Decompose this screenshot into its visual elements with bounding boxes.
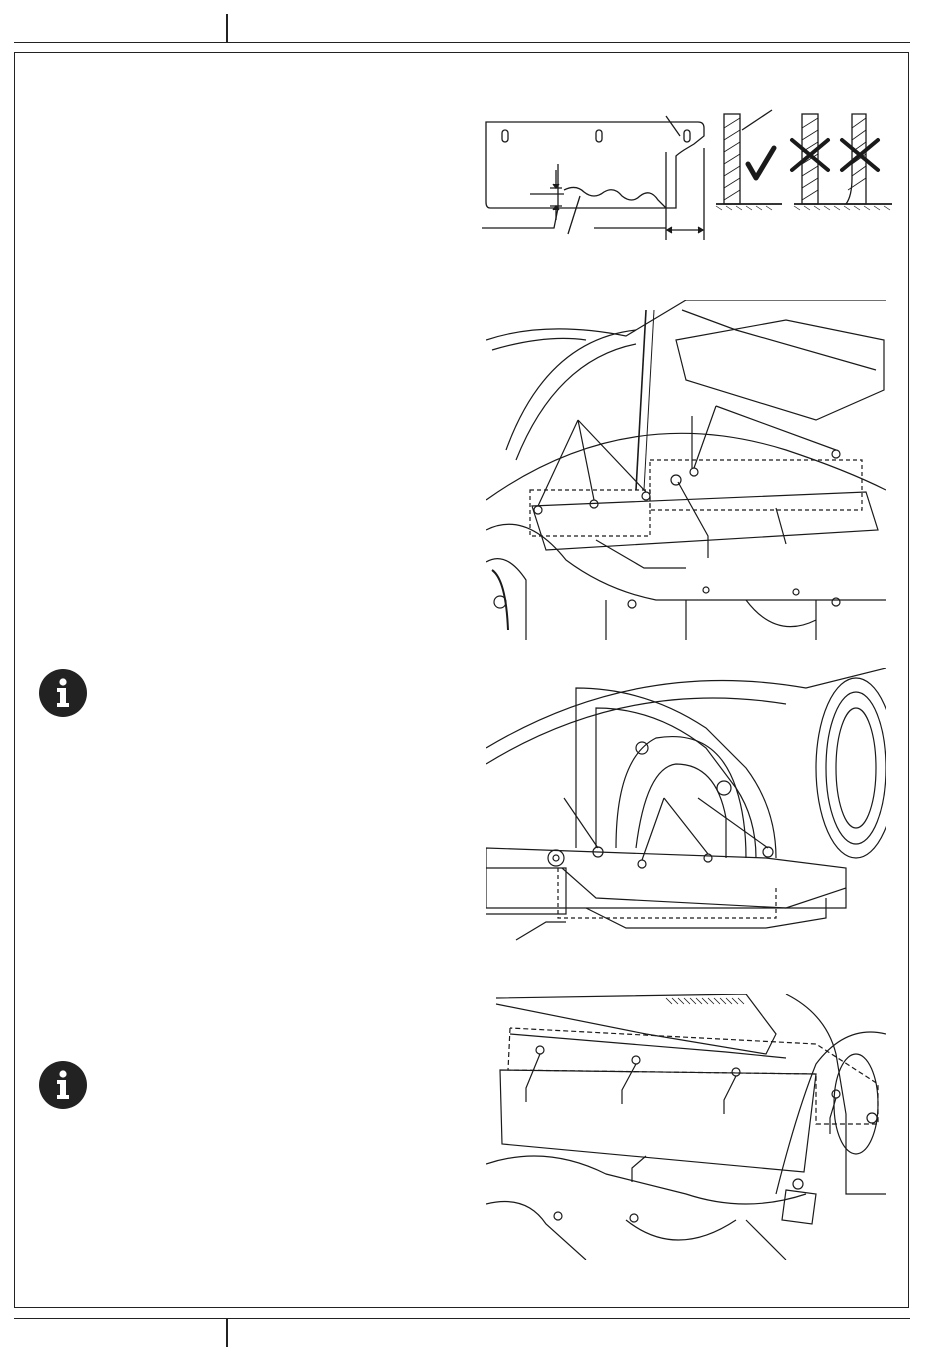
page-header	[14, 12, 910, 43]
incorrect-edge-example-2	[842, 114, 878, 204]
info-icon	[38, 668, 88, 718]
cross-icon	[842, 140, 878, 170]
wheel	[816, 678, 886, 858]
check-icon	[748, 148, 774, 178]
info-icon	[38, 1060, 88, 1110]
footer-divider	[226, 1319, 228, 1347]
side-flap-removal	[486, 668, 886, 968]
rear-flap-removal	[486, 994, 886, 1260]
correct-edge-example	[716, 110, 782, 210]
cross-icon	[792, 140, 828, 170]
front-flap-removal	[486, 300, 886, 645]
info-note-1	[38, 668, 88, 718]
info-note-2	[38, 1060, 88, 1110]
page-footer	[14, 1318, 910, 1349]
blade-wear-diagram	[480, 108, 900, 248]
header-divider	[226, 14, 228, 42]
incorrect-edge-example-1	[792, 114, 828, 204]
